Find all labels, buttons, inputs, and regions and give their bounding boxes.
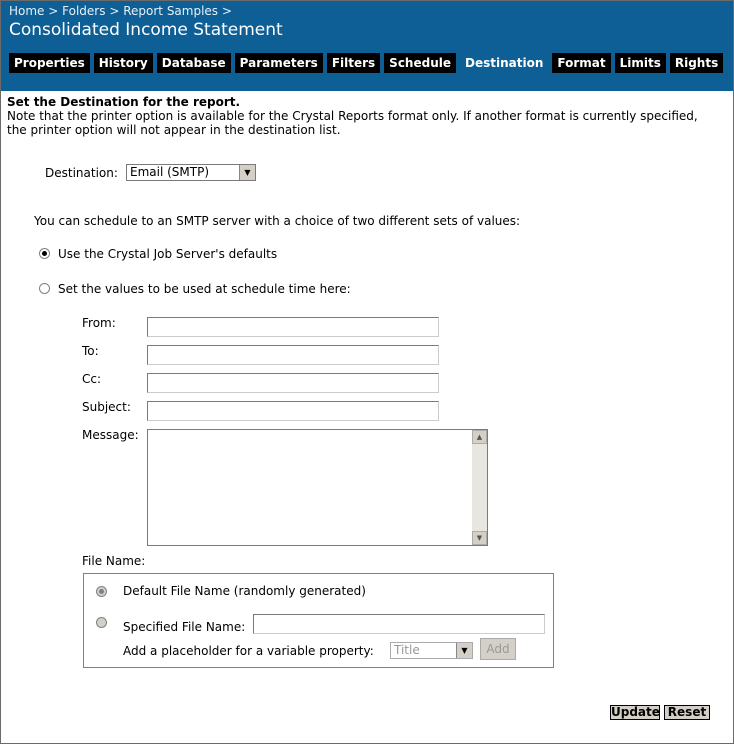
update-button[interactable]: Update [611, 705, 660, 719]
destination-label: Destination: [45, 166, 118, 180]
breadcrumb-report-samples[interactable]: Report Samples [123, 4, 219, 18]
placeholder-select[interactable] [390, 642, 473, 659]
page-title: Consolidated Income Statement [9, 20, 283, 40]
destination-select[interactable] [126, 164, 256, 181]
radio-specified-file-name[interactable] [96, 617, 107, 628]
to-field[interactable] [147, 345, 439, 365]
breadcrumb-home[interactable]: Home [9, 4, 45, 18]
tab-rights[interactable]: Rights [670, 53, 723, 73]
radio-use-defaults[interactable] [39, 248, 50, 259]
breadcrumb-separator: > [221, 4, 232, 18]
tab-schedule[interactable]: Schedule [384, 53, 456, 73]
specified-file-name-field[interactable] [253, 614, 545, 634]
tab-parameters[interactable]: Parameters [235, 53, 323, 73]
smtp-description: You can schedule to an SMTP server with a choice of two different sets of values: [34, 214, 521, 228]
tab-database[interactable]: Database [157, 53, 231, 73]
tab-limits[interactable]: Limits [615, 53, 666, 73]
cc-label: Cc: [82, 372, 102, 386]
subject-field[interactable] [147, 401, 439, 421]
intro [7, 95, 707, 137]
breadcrumb-separator: > [48, 4, 59, 18]
message-label: Message: [82, 428, 139, 442]
scroll-down-icon[interactable]: ▼ [472, 531, 487, 545]
cc-field[interactable] [147, 373, 439, 393]
message-scrollbar[interactable] [472, 430, 487, 545]
add-placeholder-button[interactable]: Add [480, 638, 516, 660]
tab-properties[interactable]: Properties [9, 53, 90, 73]
tab-history[interactable]: History [94, 53, 153, 73]
placeholder-label: Add a placeholder for a variable property: [123, 644, 374, 658]
breadcrumb [9, 4, 232, 18]
breadcrumb-separator: > [109, 4, 120, 18]
placeholder-value: Title [394, 643, 420, 657]
subject-label: Subject: [82, 400, 131, 414]
from-label: From: [82, 316, 116, 330]
tab-filters[interactable]: Filters [327, 53, 380, 73]
tab-destination[interactable]: Destination [460, 53, 548, 73]
chevron-down-icon[interactable]: ▼ [239, 165, 255, 180]
radio-use-defaults-label: Use the Crystal Job Server's defaults [58, 247, 278, 261]
tab-bar [9, 53, 723, 73]
radio-custom-values-label: Set the values to be used at schedule time here: [58, 282, 351, 296]
radio-specified-file-name-label: Specified File Name: [123, 620, 246, 634]
reset-button[interactable]: Reset [664, 705, 710, 720]
radio-custom-values[interactable] [39, 283, 50, 294]
radio-default-file-name-label: Default File Name (randomly generated) [123, 584, 366, 598]
file-name-label: File Name: [82, 554, 146, 568]
header [1, 1, 733, 91]
destination-value: Email (SMTP) [130, 165, 210, 179]
intro-heading: Set the Destination for the report. [7, 95, 241, 109]
breadcrumb-folders[interactable]: Folders [62, 4, 106, 18]
from-field[interactable] [147, 317, 439, 337]
intro-note: Note that the printer option is available for the Crystal Reports format only. If another format is currently specified, the printer option will not appear in the destination list. [7, 109, 698, 137]
tab-format[interactable]: Format [552, 53, 610, 73]
chevron-down-icon[interactable]: ▼ [456, 643, 472, 658]
scroll-up-icon[interactable]: ▲ [472, 430, 487, 444]
to-label: To: [82, 344, 99, 358]
radio-default-file-name[interactable] [96, 586, 107, 597]
message-textarea[interactable] [147, 429, 488, 546]
